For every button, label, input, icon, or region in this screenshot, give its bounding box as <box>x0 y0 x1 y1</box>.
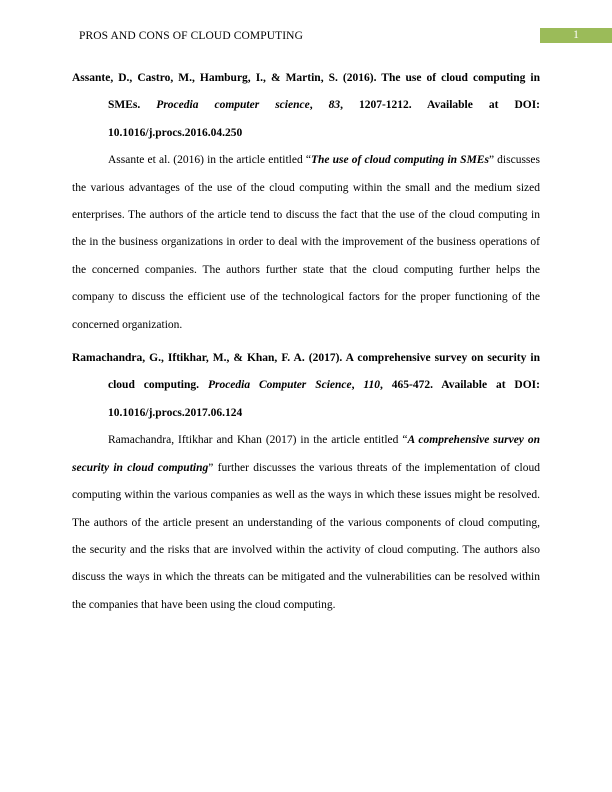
summary-lead: Assante et al. (2016) in the article entitled “ <box>108 154 311 167</box>
summary-paragraph-1 <box>72 147 540 339</box>
page-number: 1 <box>573 29 579 41</box>
citation-lead: Assante, D., Castro, M., Hamburg, I., & Martin, S. (2016). The use of cloud computing in SMEs. <box>72 72 540 112</box>
citation-lead: Ramachandra, G., Iftikhar, M., & Khan, F. A. (2017). A comprehensive survey on security in cloud computing. <box>72 352 540 392</box>
summary-lead: Ramachandra, Iftikhar and Khan (2017) in the article entitled “ <box>108 434 408 447</box>
summary-paragraph-2 <box>72 427 540 619</box>
journal-name: Procedia Computer Science <box>207 379 352 392</box>
citation-tail: 465-472. Available at DOI: 10.1016/j.procs.2017.06.124 <box>108 379 540 419</box>
citation-tail: 1207-1212. Available at DOI: 10.1016/j.procs.2016.04.250 <box>108 99 541 139</box>
journal-volume: 83 <box>328 99 341 112</box>
reference-entry-1: Assante, D., Castro, M., Hamburg, I., & Martin, S. (2016). The use of cloud computing in SMEs. Procedia computer science, 83, 1207-1212. Available at DOI: 10.1016/j.procs.2016.04.250 <box>72 72 541 139</box>
journal-volume: 110 <box>363 379 380 392</box>
document-body <box>72 65 540 625</box>
running-head: PROS AND CONS OF CLOUD COMPUTING <box>79 30 303 42</box>
summary-body: ” discusses the various advantages of the use of the cloud computing within the small and the medium sized enterprises. The authors of the article tend to discuss the fact that the use of the cloud computing in the in the business organizations in order to deal with the improvement of the business operations of the concerned companies. The authors further state that the cloud computing further helps the company to discuss the efficient use of the technological factors for the proper functioning of the concerned organization. <box>72 154 540 331</box>
journal-name: Procedia computer science <box>156 99 310 112</box>
summary-body: ” further discusses the various threats of the implementation of cloud computing within the various companies as well as the ways in which these issues might be resolved. The authors of the article present an understanding of the various components of cloud computing, the security and the risks that are involved within the activity of cloud computing. The authors also discuss the ways in which the threats can be mitigated and the vulnerabilities can be resolved within the companies that have been using the cloud computing. <box>72 461 540 611</box>
article-title: The use of cloud computing in SMEs <box>310 154 489 167</box>
article-title: A comprehensive survey on security in cloud computing <box>72 434 540 474</box>
page-number-box <box>540 28 612 43</box>
reference-entry-2: Ramachandra, G., Iftikhar, M., & Khan, F. A. (2017). A comprehensive survey on security in cloud computing. Procedia Computer Science, 110, 465-472. Available at DOI: 10.1016/j.procs.2017.06.124 <box>72 352 540 419</box>
